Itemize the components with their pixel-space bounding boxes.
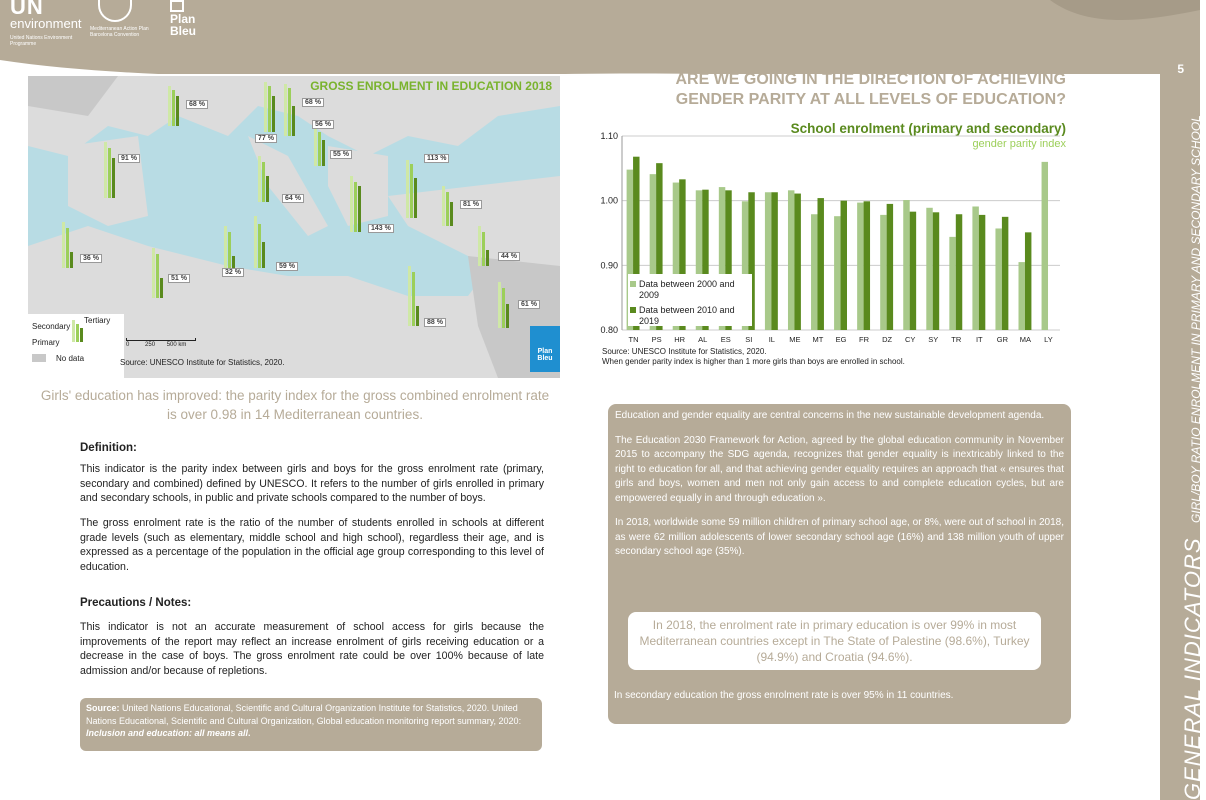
map-bar-ma: [62, 222, 76, 268]
legend-secondary: Secondary: [32, 322, 71, 331]
precautions-heading: Precautions / Notes:: [80, 597, 192, 609]
side-banner: [1180, 115, 1206, 800]
chart-bar: [794, 194, 800, 330]
map-bar-eg: [408, 266, 422, 326]
info-p2: The Education 2030 Framework for Action, agreed by the global education community in November 2015 to accompany the SDG agenda, recognizes that gender equality is inextricably linked to the right to education for all, and that achieving gender equality requires an approach that « ensures that girls and boys, women and men not only gain access to and complete education cycles, but are empowered equally in and through education ».: [615, 434, 1064, 504]
un-environment-logo: [10, 0, 90, 47]
chart-xtick: GR: [996, 335, 1008, 344]
source-end: .: [248, 728, 251, 738]
info-p3: In 2018, worldwide some 59 million children of primary school age, or 8%, were out of school in 2018, as were 62 million adolescents of lower secondary school age (16%) and 138 million youth of upper secondary school age (35%).: [615, 517, 1064, 557]
chart-ytick: 0.90: [600, 260, 618, 271]
chart-xtick: LY: [1044, 335, 1053, 344]
chart-bar: [788, 190, 794, 330]
chart-xtick: ME: [789, 335, 801, 344]
map-label: 59 %: [276, 262, 298, 271]
map-emblem-icon: [98, 0, 132, 22]
source-label: Source:: [86, 703, 120, 713]
map-logo-small: Mediterranean Action Plan Barcelona Convention: [90, 26, 149, 38]
chart-bar: [903, 200, 909, 330]
map-bar-sy: [442, 186, 456, 226]
chart-xtick: SY: [928, 335, 939, 344]
legend-primary-swatch: [72, 320, 75, 342]
side-banner-big: GENERAL INDICATORS: [1180, 537, 1205, 800]
precautions-p1: This indicator is not an accurate measurement of school access for girls because the improvements of the report may reflect an increase enrolment of girls receiving education or a decrease in the case of boys. The gross enrolment rate could be over 100% because of late admission and/or because of repletions.: [80, 621, 544, 677]
map-bar-gr: [350, 176, 364, 232]
map-label: 44 %: [498, 252, 520, 261]
legend-tertiary: Tertiary: [84, 316, 111, 325]
badge-line2: Bleu: [537, 355, 553, 362]
right-title: [600, 70, 1066, 110]
map-label: 68 %: [302, 98, 324, 107]
map-label: 36 %: [80, 254, 102, 263]
un-logo-big: UN: [10, 0, 44, 19]
chart-bar: [864, 201, 870, 330]
info-box: [608, 404, 1071, 724]
legend-no-data-swatch: [32, 354, 46, 362]
definition-heading: Definition:: [80, 442, 137, 454]
map-bar-me: [314, 126, 328, 166]
chart-bar: [841, 201, 847, 330]
chart-xtick: PS: [651, 335, 662, 344]
map-bar-ps: [498, 282, 512, 328]
map-bar-tr: [406, 160, 420, 218]
chart-xtick: ES: [720, 335, 731, 344]
chart-bar: [1019, 262, 1025, 330]
chart-note: [602, 347, 905, 367]
chart-xlabels: [629, 335, 1053, 344]
info-last: In secondary education the gross enrolment rate is over 95% in 11 countries.: [614, 690, 954, 701]
plan-bleu-icon: [170, 0, 184, 12]
chart-bar: [880, 215, 886, 330]
chart-bar: [926, 208, 932, 330]
legend-label-cont: 2019: [639, 316, 660, 326]
chart-bar: [956, 214, 962, 330]
legend-label: Data between 2010 and: [639, 305, 735, 315]
map-label: 91 %: [118, 154, 140, 163]
map-bar-es: [104, 142, 118, 198]
chart-bar: [765, 192, 771, 330]
map-label: 77 %: [255, 134, 277, 143]
chart-xtick: AL: [698, 335, 708, 344]
map-scale: [126, 338, 196, 348]
map-label: 55 %: [330, 150, 352, 159]
source-box: [80, 698, 542, 751]
chart-parity-note: When gender parity index is higher than 1 more girls than boys are enrolled in school.: [602, 357, 905, 366]
chart-xtick: TN: [628, 335, 639, 344]
definition-p1: This indicator is the parity index between girls and boys for the gross enrolment rate (primary, secondary and combined) defined by UNESCO. It refers to the number of girls enrolled in primary and secondary schools, in public and private schools compared to the number of boys.: [80, 463, 544, 504]
chart-bar: [887, 204, 893, 330]
chart-xtick: FR: [859, 335, 870, 344]
source-italic: Inclusion and education: all means all: [86, 728, 249, 738]
scale-500: 500 km: [166, 342, 187, 348]
chart-source: Source: UNESCO Institute for Statistics, 2020.: [602, 347, 767, 356]
legend-primary: Primary: [32, 338, 60, 347]
map-label: 61 %: [518, 300, 540, 309]
chart-xtick: MT: [812, 335, 824, 344]
plan-bleu-badge: [530, 326, 560, 372]
map-label: 113 %: [424, 154, 449, 163]
legend-label: Data between 2000 and: [639, 279, 735, 289]
chart-ytick: 0.80: [600, 325, 618, 335]
header-band: [0, 0, 1200, 74]
scale-250: 250: [145, 342, 156, 348]
chart-bar: [1025, 232, 1031, 330]
chart-bar: [933, 212, 939, 330]
legend-swatch: [630, 281, 636, 287]
map-source: Source: UNESCO Institute for Statistics, 2020.: [120, 358, 285, 367]
chart-bar: [972, 206, 978, 330]
un-logo-small: United Nations Environment Programme: [10, 35, 73, 47]
map-label: 51 %: [168, 274, 190, 283]
chart-subtitle: gender parity index: [972, 138, 1066, 150]
map-label: 32 %: [222, 268, 244, 277]
map-logo: [90, 0, 160, 38]
scale-0: 0: [126, 342, 130, 348]
page-number: 5: [1177, 62, 1184, 76]
badge-line1: Plan: [537, 348, 553, 355]
chart-xtick: HR: [674, 335, 686, 344]
map-title: GROSS ENROLMENT IN EDUCATION 2018: [310, 79, 552, 93]
scale-bar: [126, 338, 196, 341]
map-label: 68 %: [186, 100, 208, 109]
legend-label-cont: 2009: [639, 290, 660, 300]
chart-bar: [817, 198, 823, 330]
chart-ytick: 1.00: [600, 195, 618, 206]
highlight-box: In 2018, the enrolment rate in primary education is over 99% in most Mediterranean countries except in The State of Palestine (98.6%), Turkey (94.9%) and Croatia (94.6%).: [628, 612, 1041, 670]
map-caption: Girls' education has improved: the parity index for the gross combined enrolment rate is over 0.98 in 14 Mediterranean countries.: [40, 388, 550, 422]
source-text: United Nations Educational, Scientific and Cultural Organization Institute for Statistics, 2020. United Nations Educational, Scientific and Cultural Organization, Global education monitoring report summary, 2020:: [86, 703, 522, 726]
definition-p2: The gross enrolment rate is the ratio of the number of students enrolled in schools at different grade levels (such as elementary, middle school and high school), regardless their age, and is expressed as a percentage of the population in the official age group corresponding to this level of education.: [80, 517, 544, 573]
legend-swatch: [630, 307, 636, 313]
map-label: 143 %: [368, 224, 394, 233]
legend-tertiary-swatch: [80, 328, 83, 342]
right-title-line2: GENDER PARITY AT ALL LEVELS OF EDUCATION?: [675, 91, 1066, 108]
chart-xtick: CY: [904, 335, 916, 344]
chart-xtick: IT: [975, 335, 983, 344]
map-legend: [28, 314, 124, 378]
map-label: 88 %: [424, 318, 446, 327]
legend-no-data: No data: [56, 354, 85, 363]
parity-chart: [590, 128, 1070, 348]
chart-xtick: MA: [1019, 335, 1032, 344]
map-bar-lb: [478, 226, 492, 266]
map-bar-hr: [264, 82, 278, 132]
chart-xtick: DZ: [882, 335, 893, 344]
right-title-line1: ARE WE GOING IN THE DIRECTION OF ACHIEVING: [675, 71, 1066, 88]
plan-bleu-line2: Bleu: [170, 24, 197, 38]
map-bar-dz: [152, 248, 166, 298]
map-label: 81 %: [460, 200, 482, 209]
chart-xtick: EG: [835, 335, 847, 344]
map-bar-fr: [168, 86, 182, 126]
chart-bar: [979, 215, 985, 330]
chart-bar: [949, 237, 955, 330]
chart-bar: [995, 228, 1001, 330]
plan-bleu-logo: [170, 0, 196, 37]
un-logo-env: environment: [10, 16, 82, 31]
legend-secondary-swatch: [76, 324, 79, 342]
chart-bar: [1002, 217, 1008, 330]
chart-bar: [811, 214, 817, 330]
chart-legend: [628, 274, 752, 326]
chart-xtick: IL: [768, 335, 775, 344]
map-label: 56 %: [312, 120, 334, 129]
enrolment-map: [28, 76, 560, 378]
chart-bar: [1042, 162, 1048, 330]
chart-title: School enrolment (primary and secondary): [790, 121, 1066, 136]
map-bar-ly: [254, 216, 268, 268]
chart-bar: [834, 216, 840, 330]
map-bar-si: [284, 84, 298, 136]
plan-bleu-line1: Plan: [170, 12, 196, 26]
map-bar-it: [258, 156, 272, 202]
chart-xtick: TR: [951, 335, 962, 344]
info-p1: Education and gender equality are central concerns in the new sustainable development agenda.: [615, 410, 1045, 421]
chart-bar: [771, 192, 777, 330]
chart-bar: [857, 203, 863, 330]
side-banner-small: GIRL/BOY RATIO ENROLMENT IN PRIMARY AND SECONDARY SCHOOL: [1189, 115, 1203, 524]
chart-ytick: 1.10: [600, 131, 618, 141]
chart-bar: [910, 212, 916, 330]
map-label: 64 %: [282, 194, 304, 203]
chart-xtick: SI: [745, 335, 753, 344]
